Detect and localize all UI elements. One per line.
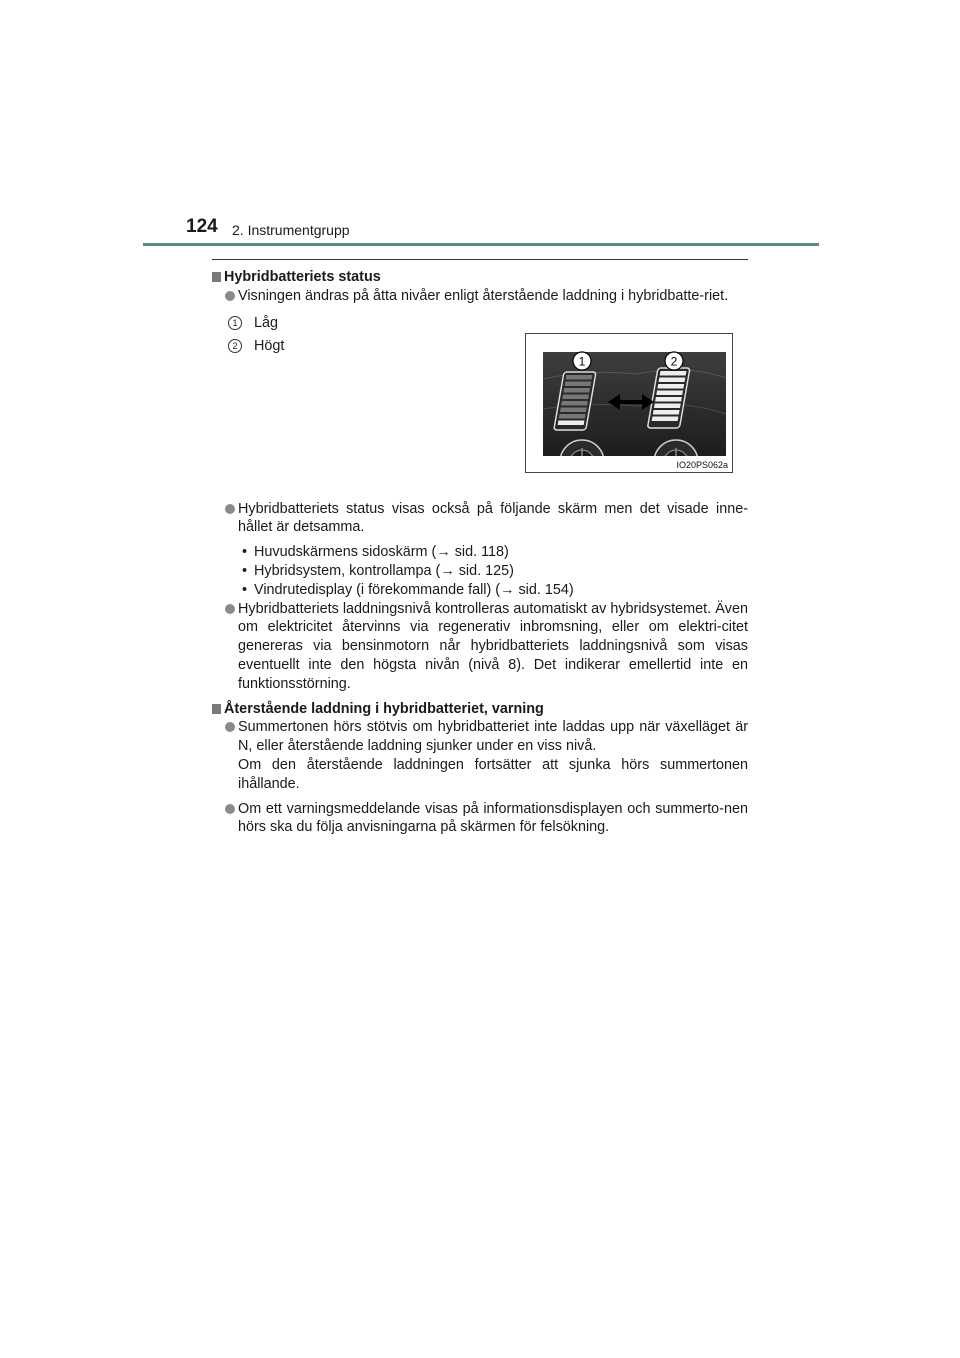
section-heading-charge-warning: Återstående laddning i hybridbatteriet, varning <box>212 700 748 719</box>
header-rule <box>143 243 819 246</box>
bullet-dot-icon <box>225 504 235 514</box>
reference-item: • Huvudskärmens sidoskärm (→ sid. 118) <box>242 544 509 561</box>
square-bullet-icon <box>212 704 221 714</box>
number-2-icon: 2 <box>228 339 242 353</box>
battery-display-image <box>526 334 732 472</box>
svg-text:2: 2 <box>670 354 678 369</box>
bullet-dot-icon <box>225 604 235 614</box>
reference-list <box>212 543 748 599</box>
section-rule <box>212 259 748 260</box>
list-item: Visningen ändras på åtta nivåer enligt återstående laddning i hybridbatte-riet. <box>212 287 748 306</box>
list-item: Om ett varningsmeddelande visas på informationsdisplayen och summerto-nen hörs ska du följa anvisningarna på skärmen för felsökning. <box>212 800 748 838</box>
battery-level-illustration <box>525 333 733 473</box>
square-bullet-icon <box>212 272 221 282</box>
list-item: Hybridbatteriets status visas också på följande skärm men det visade inne-hållet är detsamma. <box>212 500 748 538</box>
page-header <box>0 0 960 250</box>
section-heading-battery-status: Hybridbatteriets status <box>212 268 748 287</box>
svg-text:1: 1 <box>578 354 586 369</box>
page-number: 124 <box>186 216 218 237</box>
reference-item: • Vindrutedisplay (i förekommande fall) (→ sid. 154) <box>242 581 574 598</box>
bullet-dot-icon <box>225 804 235 814</box>
callout-2-icon <box>665 352 683 370</box>
list-item: Hybridbatteriets laddningsnivå kontrolleras automatiskt av hybridsystemet. Även om elektricitet återvinns via regenerativ inbromsning, eller om elektri-citet genereras via bensinmotorn når hybridbatteriets laddningsnivå som visas eventuellt inte den högsta nivån (nivå 8). Det indikerar emellertid inte en funktionsstörning. <box>212 600 748 694</box>
figure-code: IO20PS062a <box>676 460 728 470</box>
reference-item: • Hybridsystem, kontrollampa (→ sid. 125) <box>242 562 514 579</box>
bullet-dot-icon <box>225 722 235 732</box>
legend-item-high: 2 Högt <box>228 337 284 356</box>
chapter-title: 2. Instrumentgrupp <box>232 222 350 238</box>
legend-item-low: 1 Låg <box>228 314 278 333</box>
number-1-icon: 1 <box>228 316 242 330</box>
callout-1-icon <box>573 352 591 370</box>
bullet-dot-icon <box>225 291 235 301</box>
list-item: Summertonen hörs stötvis om hybridbatteriet inte laddas upp när växelläget är N, eller återstående laddning sjunker under en viss nivå. Om den återstående laddningen fortsätter att sjunka hörs summertonen ihållande. <box>212 718 748 793</box>
